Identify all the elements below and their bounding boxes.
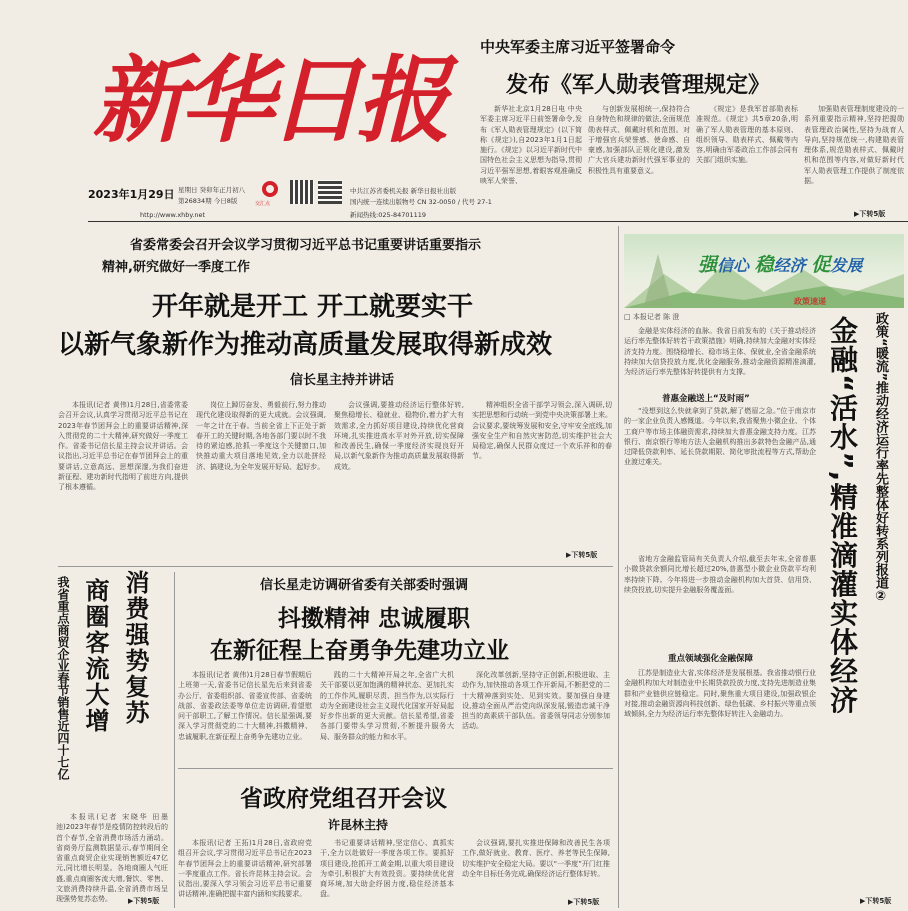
right-story-section-2: 重点领域强化金融保障 [668, 654, 754, 664]
right-story-intro: 金融是实体经济的血脉。我省日前发布的《关于推动经济运行率先整体好转若干政策措施》明确,持续加大金融对实体经济支持力度。围绕稳增长、稳市场主体、保就业,全省金融系统持续加大信贷投放力度,优化金融服务,推动金融资源精准滴灌,为经济运行率先整体好转提供有力支撑。 [624, 327, 816, 377]
main-story [58, 226, 618, 566]
left-story [56, 570, 170, 908]
right-story-para-3: 江苏是制造业大省,实体经济是发展根基。我省推动银行业金融机构加大对制造业中长期贷款投放力度,支持先进制造业集群和产业链供应链稳定。同时,聚焦重大项目建设,加强政银企对接,推动金融资源向科技创新、绿色低碳、乡村振兴等重点领域倾斜,全力为经济运行率先整体好转注入金融动力。 [624, 669, 816, 719]
left-story-continued[interactable]: ▶下转5版 [128, 897, 160, 905]
govt-story-col2: 书记重要讲话精神,坚定信心、真抓实干,全力以赴做好一季度各项工作。要抓好项目建设,抢抓开工黄金期,以重大项目建设为牵引,积极扩大有效投资。要持续优化营商环境,加大助企纾困力度,稳住经济基本盘。 [320, 839, 454, 899]
sub-story-divider [178, 768, 613, 769]
banner-word-5: 促 [811, 254, 831, 276]
publisher-line-1: 中共江苏省委机关报 新华日报社出版 [350, 187, 457, 195]
banner-word-6: 发展 [830, 256, 863, 275]
top-story-col2: 与创新发展相统一,保持符合自身特色和规律的做法,全面规范勋表样式、佩戴时机和范围。对于增强官兵荣誉感、使命感、自豪感,加强部队正规化建设,激发广大官兵建功新时代强军事业的积极性具有重要意义。 [588, 105, 690, 175]
sub-story-kicker: 信长星走访调研省委有关部委时强调 [260, 578, 469, 593]
series-title: 政策“暖流”推动经济运行率先整体好转系列报道② [873, 312, 888, 605]
right-story-byline: □ 本报记者 陈 澄 [624, 313, 680, 321]
top-story-col1: 新华社北京1月28日电 中央军委主席习近平日前签署命令,发布《军人勋表管理规定》(以下简称《规定》),自2023年1月1日起施行。《规定》以习近平新时代中国特色社会主义思想为指导,贯彻习近平强军思想,着眼客观准确反映军人荣誉、 [480, 105, 582, 186]
issue-info-2: 第26834期 今日8版 [178, 197, 238, 205]
main-story-divider [58, 566, 613, 567]
govt-story [178, 772, 618, 908]
sub-story [178, 570, 618, 760]
top-story-headline: 发布《军人勋表管理规定》 [506, 73, 771, 98]
sub-story-col2: 践的二十大精神开局之年,全省广大机关干部要以更加饱满的精神状态、更加扎实的工作作风,履职尽责、担当作为,以实际行动为全面建设社会主义现代化国家开好局起好步作出新的更大贡献。信长星希望,省委各部门要带头学习贯彻,不断提升服务大局、服务群众的能力和水平。 [320, 671, 454, 741]
banner-title [698, 250, 862, 277]
govt-story-headline: 省政府党组召开会议 [240, 786, 447, 812]
main-story-subkicker: 精神,研究做好一季度工作 [102, 260, 250, 275]
sub-story-col1: 本报讯(记者 黄伟)1月28日春节假期后上班第一天,省委书记信长星先后来到省委办公厅、省委组织部、省委宣传部、省委统战部、省委政法委等单位走访调研,看望慰问干部职工,了解工作情况。信长星强调,要深入学习贯彻党的二十大精神,抖擞精神、忠诚履职,在新征程上奋勇争先建功立业。 [178, 671, 312, 741]
left-story-divider [174, 572, 175, 908]
emblem-label: 交汇点 [255, 201, 271, 207]
main-story-headline-1: 开年就是开工 开工就要实干 [152, 292, 474, 322]
main-story-continued[interactable]: ▶下转5版 [566, 551, 598, 559]
govt-story-continued[interactable]: ▶下转5版 [568, 898, 600, 906]
banner-word-3: 稳 [754, 254, 774, 276]
govt-story-col1: 本报讯(记者 王拓)1月28日,省政府党组召开会议,学习贯彻习近平总书记在2023年春节团拜会上的重要讲话精神,研究部署一季度重点工作。省长许昆林主持会议。会议指出,要深入学习领会习近平总书记重要讲话精神,准确把握丰富内涵和实践要求。 [178, 839, 312, 899]
top-story [480, 36, 905, 222]
right-story-continued[interactable]: ▶下转5版 [860, 897, 892, 905]
main-story-col1: 本报讯(记者 黄伟)1月28日,省委常委会召开会议,认真学习贯彻习近平总书记在2023年春节团拜会上的重要讲话精神,深入贯彻党的二十大精神,研究做好一季度工作。省委书记信长星主持会议并讲话。会议指出,习近平总书记在春节团拜会上的重要讲话,立意高远、思想深邃,为我们奋进新征程、建功新时代指明了前进方向,提供了根本遵循。 [58, 401, 188, 492]
sub-story-col3: 深化改革创新,坚持守正创新,积极进取、主动作为,加快推动各项工作开新局,不断把党的二十大精神落到实处、见到实效。要加强自身建设,推动全面从严治党向纵深发展,锻造忠诚干净担当的高素质干部队伍。省委领导同志分别参加活动。 [462, 671, 610, 731]
sub-story-headline-1: 抖擞精神 忠诚履职 [278, 606, 471, 632]
main-story-col2: 岗位上踔厉奋发、勇毅前行,努力推动现代化建设取得新的更大成就。会议强调,一年之计在于春。当前全省上下正处于新春开工的关键时期,各地各部门要以时不我待的紧迫感,抢抓一季度这个关键窗口,加快推动重大项目落地见效,全力以赴拼经济、搞建设,为全年发展开好局、起好步。 [196, 401, 326, 471]
brand-emblem [258, 180, 282, 198]
left-story-headline-1: 消费强势复苏 [121, 570, 149, 726]
main-story-host: 信长星主持并讲话 [290, 373, 395, 388]
left-story-body: 本报讯(记者 宋晓华 田墨池)2023年春节是疫情防控转段后的首个春节,全省消费市场活力涌动。省商务厅监测数据显示,春节期间全省重点商贸企业实现销售额近47亿元,同比增长明显。各地商圈人气旺盛,重点商圈客流大增,餐饮、零售、文旅消费持续升温,全省消费市场呈现强势复苏态势。 [56, 813, 168, 904]
main-story-headline-2: 以新气象新作为推动高质量发展取得新成效 [58, 330, 553, 360]
newspaper-logo: 新华日报 [92, 46, 445, 156]
issue-info-1: 星期日 癸卯年正月初八 [178, 186, 246, 194]
left-story-kicker: 我省重点商贸企业春节销售近四十七亿 [56, 576, 70, 780]
website-url[interactable]: http://www.xhby.net [140, 211, 206, 219]
sub-story-headline-2: 在新征程上奋勇争先建功立业 [210, 638, 509, 664]
series-banner [624, 234, 904, 308]
govt-story-host: 许昆林主持 [328, 818, 389, 832]
emblem-icon [258, 180, 282, 198]
banner-word-2: 信心 [717, 256, 750, 275]
issue-date: 2023年1月29日 [88, 188, 175, 201]
masthead [0, 0, 492, 222]
main-story-col4: 精神组织全省干部学习领会,深入调研,切实把思想和行动统一到党中央决策部署上来。会议要求,要统筹发展和安全,守牢安全底线,加强安全生产和自然灾害防范,切实维护社会大局稳定,确保人民群众度过一个欢乐祥和的春节。 [472, 401, 612, 461]
govt-story-col3: 会议强调,要扎实推进保障和改善民生各项工作,做好就业、教育、医疗、养老等民生保障,切实维护安全稳定大局。要以“一季度”开门红推动全年目标任务完成,确保经济运行整体好转。 [462, 839, 610, 878]
right-story-para-1: “没想到这么快就拿到了贷款,解了燃眉之急。”位于南京市的一家企业负责人感慨道。今年以来,我省聚焦小微企业、个体工商户等市场主体融资需求,持续加大普惠金融支持力度。江苏银行、南京银行等地方法人金融机构推出多款特色金融产品,通过降低贷款利率、延长贷款期限、简化审批流程等方式,帮助企业渡过难关。 [624, 407, 816, 467]
banner-tag: 政策速递 [794, 297, 826, 306]
qr-code-2 [318, 180, 342, 204]
main-story-kicker: 省委常委会召开会议学习贯彻习近平总书记重要讲话重要指示 [130, 238, 482, 253]
left-story-headline-2: 商圈客流大增 [81, 578, 109, 734]
top-story-col3: 《规定》是我军首部勋表标准规范。《规定》共5章20条,明确了军人勋表管理的基本原则、组织领导、勋表样式、佩戴等内容,明确由军委政治工作部会同有关部门组织实施。 [696, 105, 798, 165]
banner-word-1: 强 [698, 254, 718, 276]
qr-code-1 [290, 180, 314, 204]
top-story-continued[interactable]: ▶下转5版 [854, 210, 886, 218]
top-story-col4: 加强勋表管理制度建设的一系列重要指示精神,坚持把握勋表管理政治属性,坚持为战育人导向,坚持规范统一,构建勋表管理体系,规范勋表样式、佩戴时机和范围等内容,对做好新时代军人勋表管理工作提供了制度依据。 [804, 105, 904, 186]
right-story-para-2: 省地方金融监管局有关负责人介绍,截至去年末,全省普惠小微贷款余额同比增长超过20%,普惠型小微企业贷款平均利率持续下降。今年将进一步推动金融机构加大首贷、信用贷、续贷投放,切实提升金融服务覆盖面。 [624, 555, 816, 594]
banner-word-4: 经济 [773, 256, 806, 275]
top-story-kicker: 中央军委主席习近平签署命令 [480, 38, 676, 56]
news-hotline: 新闻热线:025-84701119 [350, 211, 427, 219]
right-story-section-1: 普惠金融送上“及时雨” [662, 394, 750, 404]
main-story-col3: 会议强调,要推动经济运行整体好转,聚焦稳增长、稳就业、稳物价,着力扩大有效需求,全力抓好项目建设,持续优化营商环境,扎实推进高水平对外开放,切实保障和改善民生,确保一季度经济实现良好开局,以新气象新作为推动高质量发展取得新成效。 [334, 401, 464, 471]
publisher-line-2: 国内统一连续出版物号 CN 32-0050 / 代号 27-1 [350, 198, 492, 206]
right-column-divider [618, 226, 619, 908]
right-column [622, 226, 906, 910]
right-story-headline: 金融“活水”,精准滴灌实体经济 [826, 316, 859, 715]
